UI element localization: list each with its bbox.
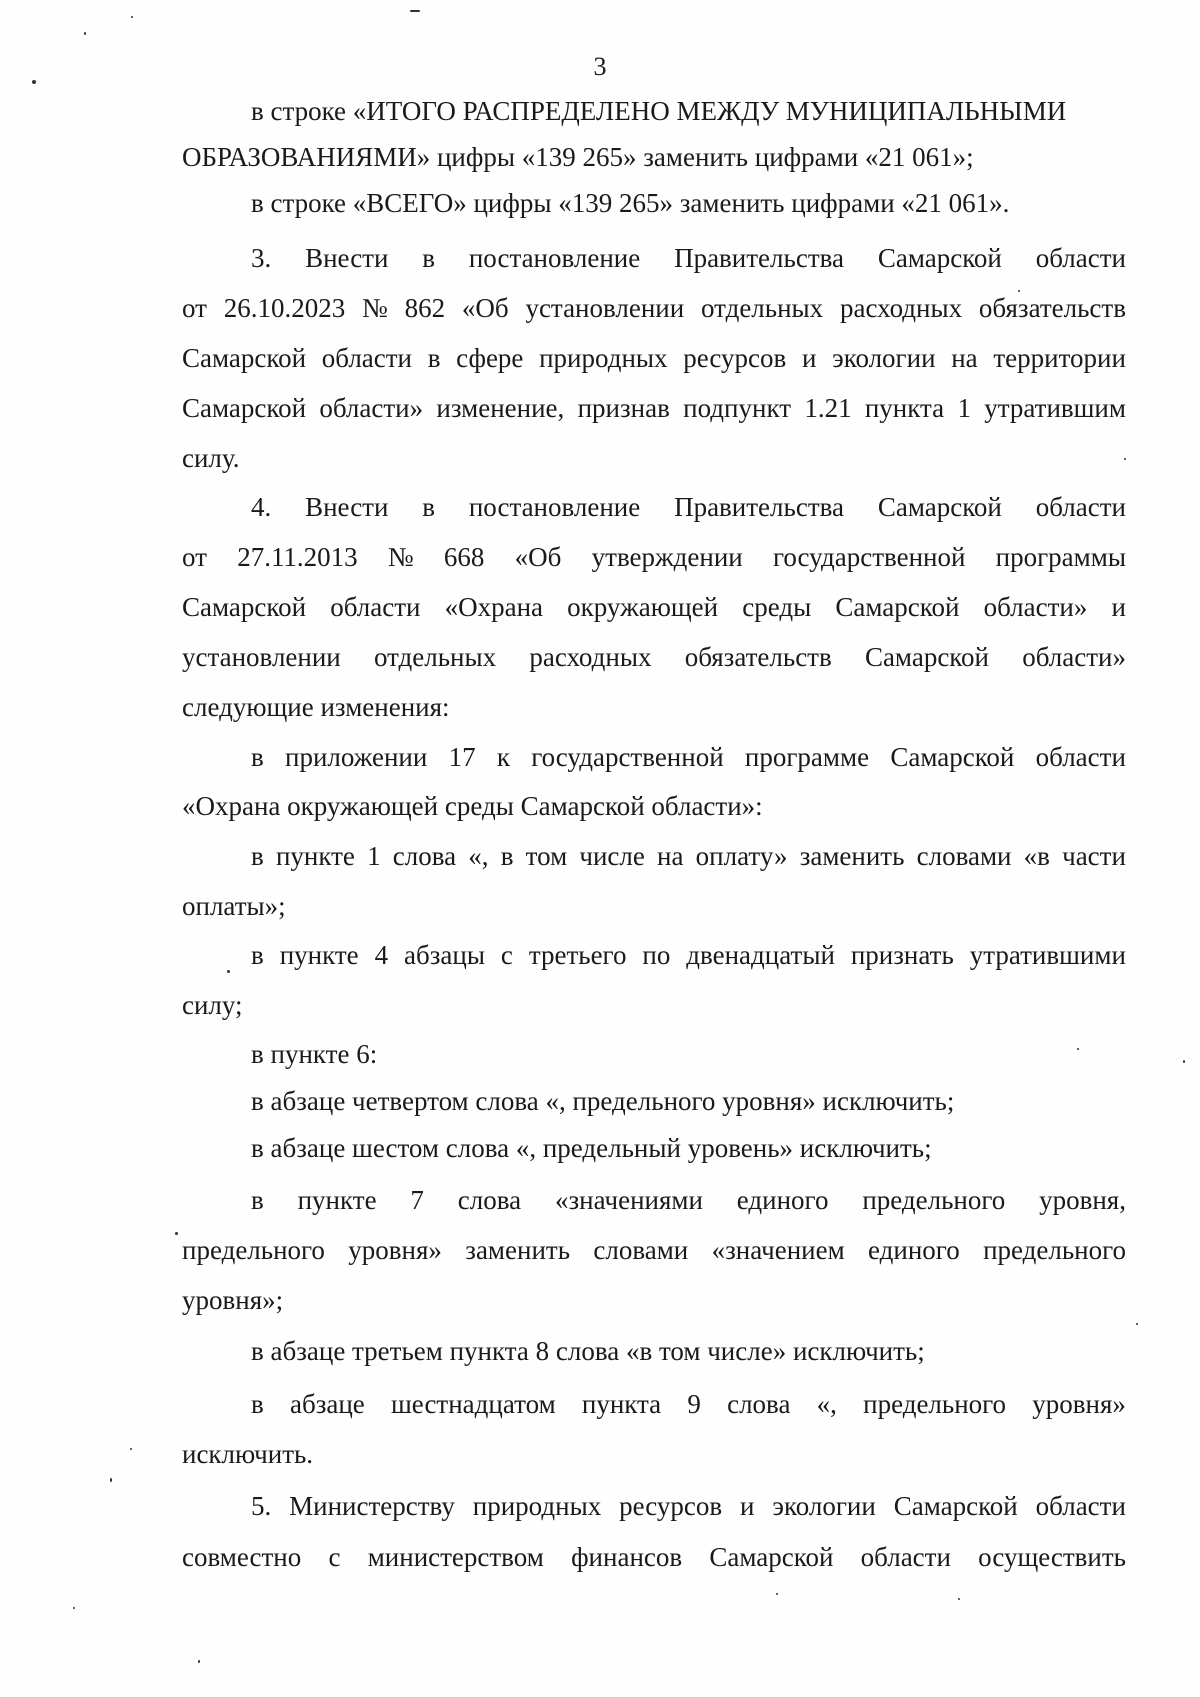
- word: слова: [457, 1185, 522, 1215]
- scan-speck: [1077, 1048, 1079, 1050]
- word: Самарской: [835, 592, 960, 622]
- word: среды: [742, 592, 812, 622]
- word: области: [1035, 1491, 1126, 1521]
- word: государственной: [772, 542, 966, 572]
- word: области»: [319, 393, 424, 423]
- word: Правительства: [674, 243, 844, 273]
- word: области: [1035, 243, 1126, 273]
- word: 17: [448, 742, 476, 772]
- word: утратившими: [969, 940, 1126, 970]
- scan-speck: [198, 1660, 200, 1663]
- word: экологии: [832, 343, 936, 373]
- word: Самарской: [877, 492, 1002, 522]
- scan-speck: [1136, 1323, 1138, 1325]
- word: ресурсов: [683, 343, 787, 373]
- text-line-justified: [182, 341, 1126, 375]
- scan-speck: [110, 1478, 112, 1482]
- word: от: [182, 293, 207, 323]
- word: единого: [868, 1235, 960, 1265]
- text-line: в абзаце шестом слова «, предельный уровень» исключить;: [251, 1133, 932, 1163]
- word: по: [642, 940, 671, 970]
- word: «,: [816, 1389, 837, 1419]
- text-line: в абзаце третьем пункта 8 слова «в том числе» исключить;: [251, 1336, 925, 1366]
- word: «Охрана: [444, 592, 544, 622]
- word: с: [500, 940, 513, 970]
- word: установлении: [525, 293, 685, 323]
- text-line-justified: [182, 291, 1126, 325]
- text-line: оплаты»;: [182, 891, 286, 921]
- word: министерством: [367, 1542, 544, 1572]
- text-line: уровня»;: [182, 1285, 284, 1315]
- word: пункта: [581, 1389, 662, 1419]
- word: 1: [367, 841, 381, 871]
- word: предельного: [862, 1185, 1006, 1215]
- scan-speck: [32, 80, 36, 84]
- word: финансов: [571, 1542, 683, 1572]
- word: пункта: [864, 393, 945, 423]
- word: природных: [539, 343, 668, 373]
- word: Самарской: [182, 393, 307, 423]
- text-line-justified: [251, 740, 1126, 774]
- scan-speck: [130, 1448, 132, 1450]
- scan-speck: [958, 1598, 960, 1600]
- word: «Об: [461, 293, 509, 323]
- text-line-justified: [251, 241, 1126, 275]
- word: шестнадцатом: [391, 1389, 556, 1419]
- word: 27.11.2013: [237, 542, 358, 572]
- word: области»: [983, 592, 1088, 622]
- word: области: [1035, 742, 1126, 772]
- text-line-justified: [251, 839, 1126, 873]
- scan-speck: [73, 1607, 75, 1609]
- text-line-justified: [182, 640, 1126, 674]
- word: уровня»: [348, 1235, 442, 1265]
- word: совместно: [182, 1542, 302, 1572]
- word: «Об: [514, 542, 562, 572]
- word: части: [1062, 841, 1126, 871]
- word: на: [657, 841, 684, 871]
- word: области: [330, 592, 421, 622]
- word: слова: [392, 841, 457, 871]
- text-line: в пункте 6:: [251, 1039, 378, 1069]
- word: государственной: [531, 742, 724, 772]
- scan-speck: [410, 10, 420, 12]
- text-line-justified: [182, 590, 1126, 624]
- word: 26.10.2023: [223, 293, 346, 323]
- word: в: [422, 243, 436, 273]
- word: в: [251, 940, 264, 970]
- text-line-justified: [251, 1387, 1126, 1421]
- word: области: [1035, 492, 1126, 522]
- word: единого: [736, 1185, 829, 1215]
- word: экологии: [772, 1491, 876, 1521]
- word: Самарской: [864, 642, 989, 672]
- word: осуществить: [978, 1542, 1126, 1572]
- word: 1: [957, 393, 971, 423]
- word: обязательств: [684, 642, 832, 672]
- scan-speck: [1018, 290, 1020, 292]
- word: в: [500, 841, 514, 871]
- word: с: [328, 1542, 341, 1572]
- word: абзаце: [289, 1389, 365, 1419]
- word: Самарской: [182, 343, 307, 373]
- word: природных: [472, 1491, 602, 1521]
- word: утратившим: [984, 393, 1126, 423]
- word: предельного: [983, 1235, 1126, 1265]
- text-line-justified: [251, 490, 1126, 524]
- word: 1.21: [804, 393, 852, 423]
- word: 4.: [251, 492, 272, 522]
- word: и: [1111, 592, 1126, 622]
- word: предельного: [863, 1389, 1007, 1419]
- scan-speck: [227, 970, 230, 973]
- word: «,: [468, 841, 489, 871]
- word: Самарской: [709, 1542, 834, 1572]
- word: окружающей: [567, 592, 719, 622]
- text-line: исключить.: [182, 1439, 314, 1469]
- word: расходных: [839, 293, 963, 323]
- word: №: [387, 542, 414, 572]
- word: установлении: [182, 642, 341, 672]
- word: области: [860, 1542, 951, 1572]
- word: от: [182, 542, 207, 572]
- word: в: [427, 343, 441, 373]
- word: признать: [850, 940, 954, 970]
- word: постановление: [468, 492, 641, 522]
- text-line-justified: [182, 1233, 1126, 1267]
- word: в: [251, 1389, 264, 1419]
- text-line: силу.: [182, 443, 240, 473]
- word: оплату»: [695, 841, 788, 871]
- text-line: следующие изменения:: [182, 692, 450, 722]
- word: числе: [579, 841, 645, 871]
- text-line-justified: [251, 938, 1126, 972]
- text-line: «Охрана окружающей среды Самарской области»:: [182, 791, 763, 821]
- word: словами: [593, 1235, 689, 1265]
- word: отдельных: [701, 293, 824, 323]
- text-line: в абзаце четвертом слова «, предельного уровня» исключить;: [251, 1086, 955, 1116]
- word: к: [496, 742, 510, 772]
- scan-speck: [776, 1593, 778, 1595]
- word: 9: [687, 1389, 701, 1419]
- word: «в: [1023, 841, 1050, 871]
- word: Министерству: [289, 1491, 455, 1521]
- scan-speck: [1183, 1060, 1185, 1063]
- text-line: в строке «ИТОГО РАСПРЕДЕЛЕНО МЕЖДУ МУНИЦИПАЛЬНЫМИ: [251, 96, 1067, 126]
- word: Правительства: [674, 492, 844, 522]
- word: 3.: [251, 243, 272, 273]
- scan-speck: [84, 32, 86, 35]
- scan-speck: [131, 16, 133, 18]
- word: изменение,: [436, 393, 565, 423]
- text-line: ОБРАЗОВАНИЯМИ» цифры «139 265» заменить цифрами «21 061»;: [182, 142, 974, 172]
- word: приложении: [285, 742, 428, 772]
- text-line: в строке «ВСЕГО» цифры «139 265» заменить цифрами «21 061».: [251, 188, 1010, 218]
- word: заменить: [465, 1235, 571, 1265]
- word: пункте: [279, 940, 359, 970]
- word: отдельных: [373, 642, 497, 672]
- word: Самарской: [182, 592, 307, 622]
- word: уровня»: [1032, 1389, 1126, 1419]
- word: утверждении: [591, 542, 743, 572]
- word: Самарской: [893, 1491, 1018, 1521]
- text-line-justified: [182, 1540, 1126, 1574]
- word: двенадцатый: [686, 940, 835, 970]
- text-line: силу;: [182, 990, 243, 1020]
- word: в: [251, 841, 264, 871]
- word: на: [951, 343, 978, 373]
- word: сфере: [456, 343, 524, 373]
- word: признав: [577, 393, 670, 423]
- word: области: [321, 343, 413, 373]
- word: 5.: [251, 1491, 272, 1521]
- word: слова: [727, 1389, 791, 1419]
- word: программе: [744, 742, 870, 772]
- word: и: [740, 1491, 755, 1521]
- word: словами: [916, 841, 1012, 871]
- text-line-justified: [182, 540, 1126, 574]
- word: программы: [995, 542, 1126, 572]
- scan-speck: [175, 1232, 178, 1235]
- word: 7: [410, 1185, 424, 1215]
- word: пункте: [297, 1185, 377, 1215]
- word: и: [801, 343, 817, 373]
- word: территории: [993, 343, 1126, 373]
- word: №: [362, 293, 388, 323]
- word: Самарской: [877, 243, 1002, 273]
- text-line-justified: [251, 1489, 1126, 1523]
- text-line-justified: [182, 391, 1126, 425]
- word: подпункт: [683, 393, 792, 423]
- word: уровня,: [1039, 1185, 1126, 1215]
- word: в: [422, 492, 436, 522]
- word: «значениями: [554, 1185, 703, 1215]
- word: 4: [374, 940, 389, 970]
- word: 668: [443, 542, 485, 572]
- word: том: [525, 841, 568, 871]
- word: области»: [1022, 642, 1126, 672]
- word: предельного: [182, 1235, 325, 1265]
- word: в: [251, 742, 264, 772]
- word: третьего: [528, 940, 627, 970]
- word: Внести: [305, 243, 389, 273]
- word: постановление: [468, 243, 641, 273]
- word: Самарской: [890, 742, 1015, 772]
- word: ресурсов: [619, 1491, 723, 1521]
- scan-speck: [1124, 458, 1126, 460]
- word: абзацы: [404, 940, 485, 970]
- word: обязательств: [978, 293, 1126, 323]
- word: заменить: [799, 841, 905, 871]
- page-number: 3: [593, 52, 607, 81]
- word: пункте: [275, 841, 355, 871]
- word: в: [251, 1185, 264, 1215]
- word: 862: [404, 293, 446, 323]
- word: расходных: [529, 642, 652, 672]
- word: Внести: [305, 492, 389, 522]
- word: «значением: [711, 1235, 845, 1265]
- text-line-justified: [251, 1183, 1126, 1217]
